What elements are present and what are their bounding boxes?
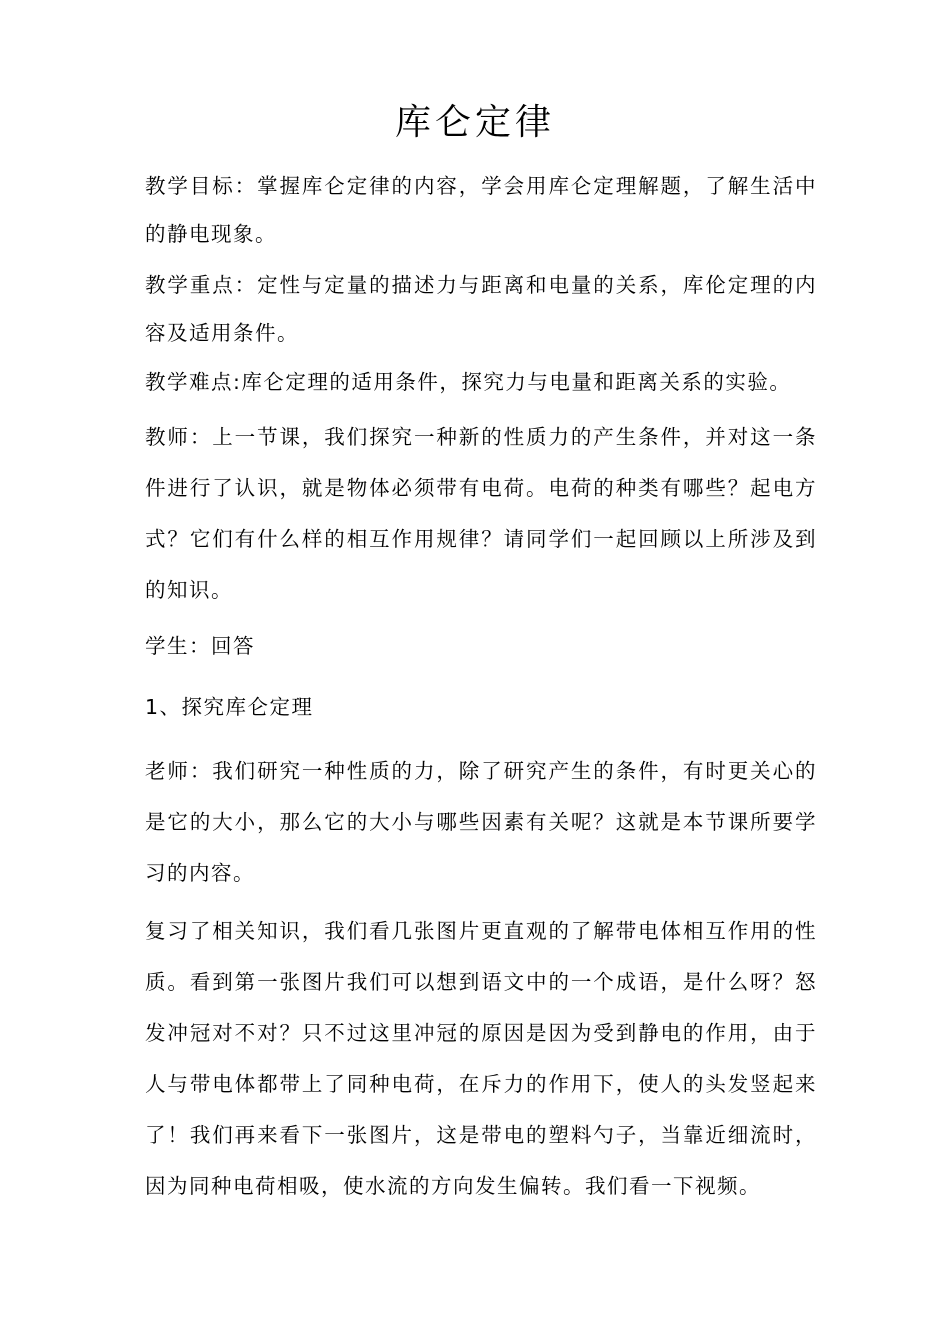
teaching-goal-paragraph: 教学目标：掌握库仑定律的内容，学会用库仑定理解题，了解生活中的静电现象。 xyxy=(145,174,817,246)
document-title: 库仑定律 xyxy=(394,102,555,143)
student-answer-paragraph: 学生：回答 xyxy=(145,634,255,658)
section-heading: 1、探究库仑定理 xyxy=(145,695,314,719)
review-paragraph: 复习了相关知识，我们看几张图片更直观的了解带电体相互作用的性质。看到第一张图片我们可以想到语文中的一个成语，是什么呀？怒发冲冠对不对？只不过这里冲冠的原因是因为受到静电的作用，由于人与带电体都带上了同种电荷，在斥力的作用下，使人的头发竖起来了！我们再来看下一张图片，这是带电的塑料勺子，当靠近细流时，因为同种电荷相吸，使水流的方向发生偏转。我们看一下视频。 xyxy=(145,919,817,1198)
teaching-key-points-paragraph: 教学重点：定性与定量的描述力与距离和电量的关系，库伦定理的内容及适用条件。 xyxy=(145,273,817,345)
teacher-question-paragraph: 老师：我们研究一种性质的力，除了研究产生的条件，有时更关心的是它的大小，那么它的大小与哪些因素有关呢？这就是本节课所要学习的内容。 xyxy=(145,759,817,885)
teaching-difficulty-paragraph: 教学难点:库仑定理的适用条件，探究力与电量和距离关系的实验。 xyxy=(145,370,792,394)
teacher-intro-paragraph: 教师：上一节课，我们探究一种新的性质力的产生条件，并对这一条件进行了认识，就是物体必须带有电荷。电荷的种类有哪些？起电方式？它们有什么样的相互作用规律？请同学们一起回顾以上所涉及到的知识。 xyxy=(145,425,817,602)
